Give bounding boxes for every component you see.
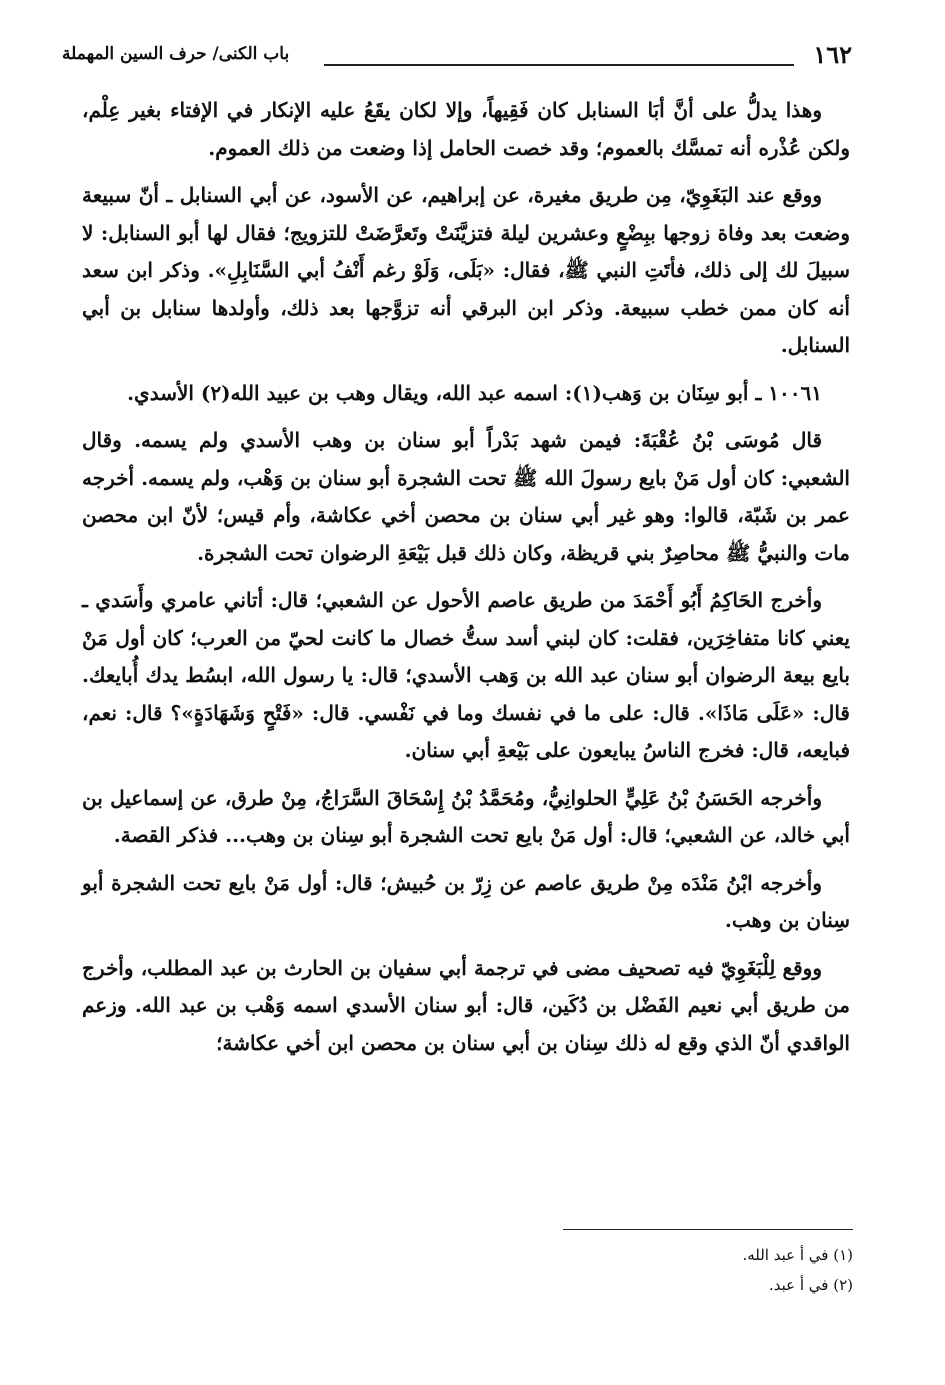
- paragraph: وأخرج الحَاكِمُ أَبُو أَحْمَدَ من طريق عاصم الأحول عن الشعبي؛ قال: أتاني عامري وأَسَدي ـ يعني كانا متفاخِرَين، فقلت: كان لبني أسد ستُّ خصال ما كانت لحيّ من العرب؛ كان أول مَنْ بايع بيعة الرضوان أبو سنان عبد الله بن وَهب الأسدي؛ قال: يا رسول الله، ابسُط يدك أُبايعك. قال: «عَلَى مَاذَا». قال: على ما في نفسك وما في نَفْسي. قال: «فَتْحٍ وَشَهَادَةٍ»؟ قال: نعم، فبايعه، قال: فخرج الناسُ يبايعون على بَيْعةِ أبي سنان.: [82, 588, 850, 762]
- footnote: (٢) في أ عبد.: [768, 1276, 853, 1294]
- footnote-rule: [563, 1229, 853, 1230]
- paragraph: وأخرجه الحَسَنُ بْنُ عَلِيٍّ الحلوانِيُّ، ومُحَمَّدُ بْنُ إِسْحَاقَ السَّرَاجُ، مِنْ طرق، عن إسماعيل بن أبي خالد، عن الشعبي؛ قال: أول مَنْ بايع تحت الشجرة أبو سِنان بن وهب... فذكر القصة.: [82, 785, 850, 847]
- footnotes: [353, 1240, 853, 1300]
- paragraph: ووقع لِلْبَغَوِيّ فيه تصحيف مضى في ترجمة أبي سفيان بن الحارث بن عبد المطلب، وأخرج من طريق أبي نعيم الفَضْل بن دُكَين، قال: أبو سنان الأسدي اسمه وَهْب بن عبد الله. وزعم الواقدي أنّ الذي وقع له ذلك سِنان بن أبي سنان بن محصن ابن أخي عكاشة؛: [82, 955, 850, 1055]
- paragraph: ووقع عند البَغَوِيّ، مِن طريق مغيرة، عن إبراهيم، عن الأسود، عن أبي السنابل ـ أنّ سبيعة وضعت بعد وفاة زوجها ببِضْعٍ وعشرين ليلة فتزيَّنَتْ وتَعرَّضَتْ للتزويج؛ فقال لها أبو السنابل: لا سبيلَ لك إلى ذلك، فأتَتِ النبي ﷺ، فقال: «بَلَى، وَلَوْ رغم أَنْفُ أبي السَّنَابِلِ». وذكر ابن سعد أنه كان ممن خطب سبيعة. وذكر ابن البرقي أنه تزوَّجها بعد ذلك، وأولدها سنابل بن أبي السنابل.: [82, 183, 850, 357]
- paragraph: قال مُوسَى بْنُ عُقْبَةَ: فيمن شهد بَدْراً أبو سنان بن وهب الأسدي ولم يسمه. وقال الشعبي: كان أول مَنْ بايع رسولَ الله ﷺ تحت الشجرة أبو سنان بن وَهْب، ولم يسمه. أخرجه عمر بن شَبّة، قالوا: وهو غير أبي سنان بن محصن أخي عكاشة، وأم قيس؛ لأنّ ابن محصن مات والنبيُّ ﷺ محاصِرٌ بني قريظة، وكان ذلك قبل بَيْعَةِ الرضوان تحت الشجرة.: [82, 428, 850, 565]
- header-rule: [324, 64, 794, 66]
- footnote: (١) في أ عبد الله.: [742, 1246, 853, 1264]
- paragraph: وهذا يدلُّ على أنَّ أبَا السنابل كان فَقِيهاً، وإلا لكان يقَعُ عليه الإنكار في الإفتاء بغير عِلْم، ولكن عُذْره أنه تمسَّك بالعموم؛ وقد خصت الحامل إذا وضعت من ذلك العموم.: [82, 98, 850, 160]
- running-head: باب الكنى/ حرف السين المهملة: [62, 44, 290, 64]
- paragraph: وأخرجه ابْنُ مَنْدَه مِنْ طريق عاصم عن زِرّ بن حُبيش؛ قال: أول مَنْ بايع تحت الشجرة أبو سِنان بن وهب.: [82, 870, 850, 932]
- main-text: [82, 92, 850, 1072]
- page-number: ١٦٢: [813, 40, 852, 69]
- page-header: [62, 38, 852, 78]
- entry-heading-paragraph: ١٠٠٦١ ـ أبو سِنَان بن وَهب(١): اسمه عبد الله، ويقال وهب بن عبيد الله(٢) الأسدي.: [127, 380, 822, 405]
